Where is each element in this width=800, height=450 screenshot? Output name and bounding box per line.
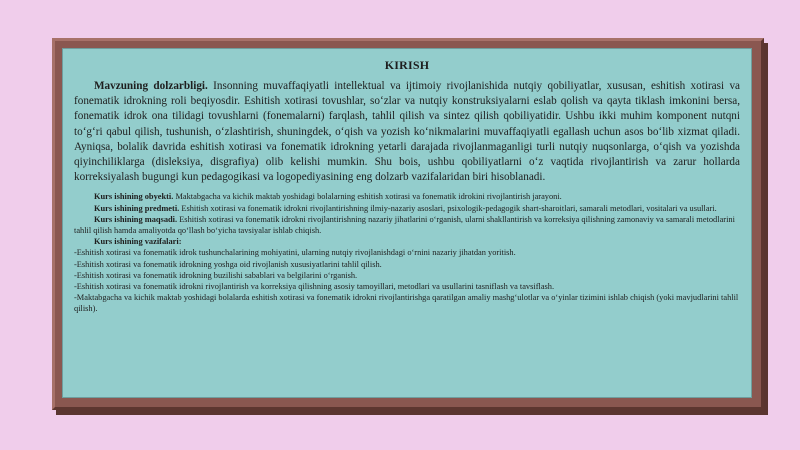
- task-item: -Eshitish xotirasi va fonematik idrok tushunchalarining mohiyatini, ularning nutqiy rivojlanishdagi o‘rnini nazariy jihatdan yoritish.: [74, 248, 516, 258]
- object-text: Maktabgacha va kichik maktab yoshidagi bolalarning eshitish xotirasi va fonematik idrokini rivojlantirish jarayoni.: [173, 192, 562, 202]
- object-label: Kurs ishining obyekti.: [94, 192, 174, 202]
- page-title: KIRISH: [384, 58, 430, 72]
- tasks-label: Kurs ishining vazifalari:: [94, 237, 182, 247]
- task-item: -Eshitish xotirasi va fonematik idrokning yoshga oid rivojlanish xususiyatlarini tahlil qilish.: [74, 259, 382, 269]
- course-details: [74, 191, 740, 314]
- content-panel: [62, 48, 752, 398]
- goal-text: Eshitish xotirasi va fonematik idrokni rivojlantirishning nazariy jihatlarini o‘rganish, ularni shakllantirish va korreksiya qilishning zamonaviy va samarali metodlarini tahlil qilish hamda amaliyotda qo‘llash bo‘yicha tavsiyalar ishlab chiqish.: [74, 214, 735, 236]
- goal-line: [74, 214, 740, 236]
- task-item: -Maktabgacha va kichik maktab yoshidagi bolalarda eshitish xotirasi va fonematik idrokni rivojlantirishga qaratilgan amaliy mashg‘ulotlar va o‘yinlar tizimini ishlab chiqish (yoki mavjudlarini tahlil qilish).: [74, 293, 739, 314]
- goal-label: Kurs ishining maqsadi.: [94, 214, 178, 224]
- intro-paragraph: [74, 79, 740, 185]
- task-item: -Eshitish xotirasi va fonematik idrokning buzilishi sabablari va belgilarini o‘rganish.: [74, 270, 358, 280]
- subject-line: [74, 203, 740, 214]
- subject-text: Eshitish xotirasi va fonematik idrokni rivojlantirishning ilmiy-nazariy asoslari, psixologik-pedagogik shart-sharoitlari, samarali metodlari, vositalari va usullari.: [179, 203, 717, 213]
- intro-lead: Mavzuning dolzarbligi.: [94, 80, 208, 92]
- subject-label: Kurs ishining predmeti.: [94, 203, 180, 213]
- object-line: [74, 191, 740, 202]
- slide-frame: [52, 38, 764, 410]
- task-item: -Eshitish xotirasi va fonematik idrokni rivojlantirish va korreksiya qilishning asosiy tamoyillari, metodlari va usullarini tasniflash va tavsiflash.: [74, 282, 555, 292]
- tasks-heading: [74, 236, 740, 247]
- intro-text: Insonning muvaffaqiyatli intellektual va ijtimoiy rivojlanishida nutqiy qobiliyatlar, xususan, eshitish xotirasi va fonematik idrokning roli beqiyosdir. Eshitish xotirasi tovushlar, so‘zlar va nutqiy konstruksiyalarni eslab qolish va qayta tiklash imkonini bersa, fonematik idrok ona tilidagi tovushlarni (fonemalarni) farqlash, tahlil qilish va sintez qilish qobiliyatidir. Ushbu ikki muhim komponent nutqni to‘g‘ri qabul qilish, tushunish, o‘zlashtirish, shuningdek, o‘qish va yozish ko‘nikmalarini muvaffaqiyatli egallash uchun asos bo‘lib xizmat qiladi. Ayniqsa, bolalik davrida eshitish xotirasi va fonematik idrokning yetarli darajada rivojlanmaganligi turli nutqiy nuqsonlarga, o‘qish va yozishda qiyinchiliklarga (disleksiya, disgrafiya) olib kelishi mumkin. Shu bois, ushbu qobiliyatlarni o‘z vaqtida rivojlantirish va zarur hollarda korreksiyalash bugungi kun pedagogikasi va logopediyasining eng dolzarb vazifalaridan biri hisoblanadi.: [74, 80, 740, 184]
